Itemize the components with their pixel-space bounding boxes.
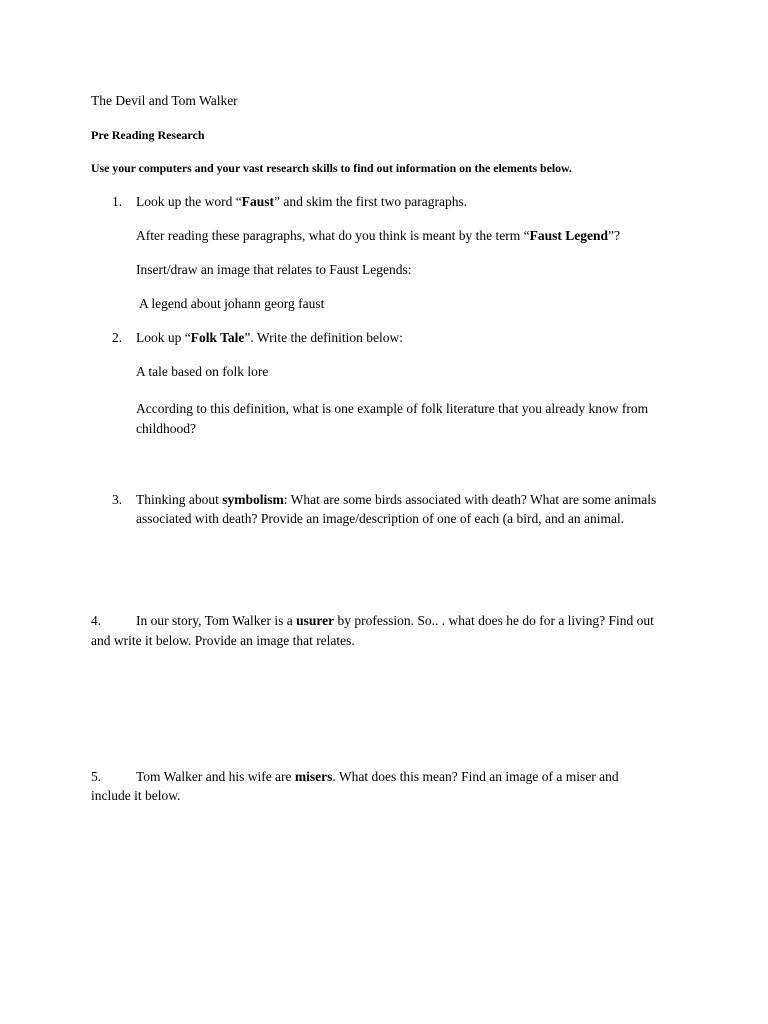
item-5-line-1: Tom Walker and his wife are misers. What does this mean? Find an image of a miser and — [136, 769, 619, 784]
item-3-line-2: associated with death? Provide an image/description of one of each (a bird, and an animal. — [136, 511, 625, 526]
item-4-line-2: and write it below. Provide an image that relates. — [91, 633, 355, 648]
item-2-number: 2. — [112, 330, 123, 345]
item-1-question-1: Look up the word “Faust” and skim the first two paragraphs. — [136, 194, 468, 209]
term-symbolism: symbolism — [222, 492, 284, 507]
item-1-question-2: After reading these paragraphs, what do you think is meant by the term “Faust Legend”? — [136, 228, 621, 243]
item-2-answer: A tale based on folk lore — [136, 364, 269, 379]
term-faust: Faust — [241, 194, 274, 209]
item-3-line-1: Thinking about symbolism: What are some birds associated with death? What are some animals — [136, 492, 657, 507]
item-5-line-2: include it below. — [91, 788, 181, 803]
item-3-number: 3. — [112, 492, 123, 507]
item-1-number: 1. — [112, 194, 123, 209]
term-misers: misers — [294, 769, 333, 784]
item-2-question-2-line-2: childhood? — [136, 421, 196, 436]
term-faust-legend: Faust Legend — [529, 228, 609, 243]
item-1-question-3: Insert/draw an image that relates to Faust Legends: — [136, 262, 412, 277]
document-title: The Devil and Tom Walker — [91, 93, 238, 108]
term-usurer: usurer — [296, 613, 335, 628]
item-5-number: 5. — [91, 769, 102, 784]
item-1-answer: A legend about johann georg faust — [139, 296, 325, 311]
instructions: Use your computers and your vast research skills to find out information on the elements below. — [91, 161, 572, 175]
document-subtitle: Pre Reading Research — [91, 128, 205, 142]
item-4-line-1: In our story, Tom Walker is a usurer by profession. So.. . what does he do for a living? Find out — [136, 613, 654, 628]
item-2-question-2-line-1: According to this definition, what is one example of folk literature that you already know from — [136, 401, 649, 416]
term-folk-tale: Folk Tale — [190, 330, 245, 345]
item-2-question-1: Look up “Folk Tale”. Write the definition below: — [136, 330, 403, 345]
item-4-number: 4. — [91, 613, 102, 628]
